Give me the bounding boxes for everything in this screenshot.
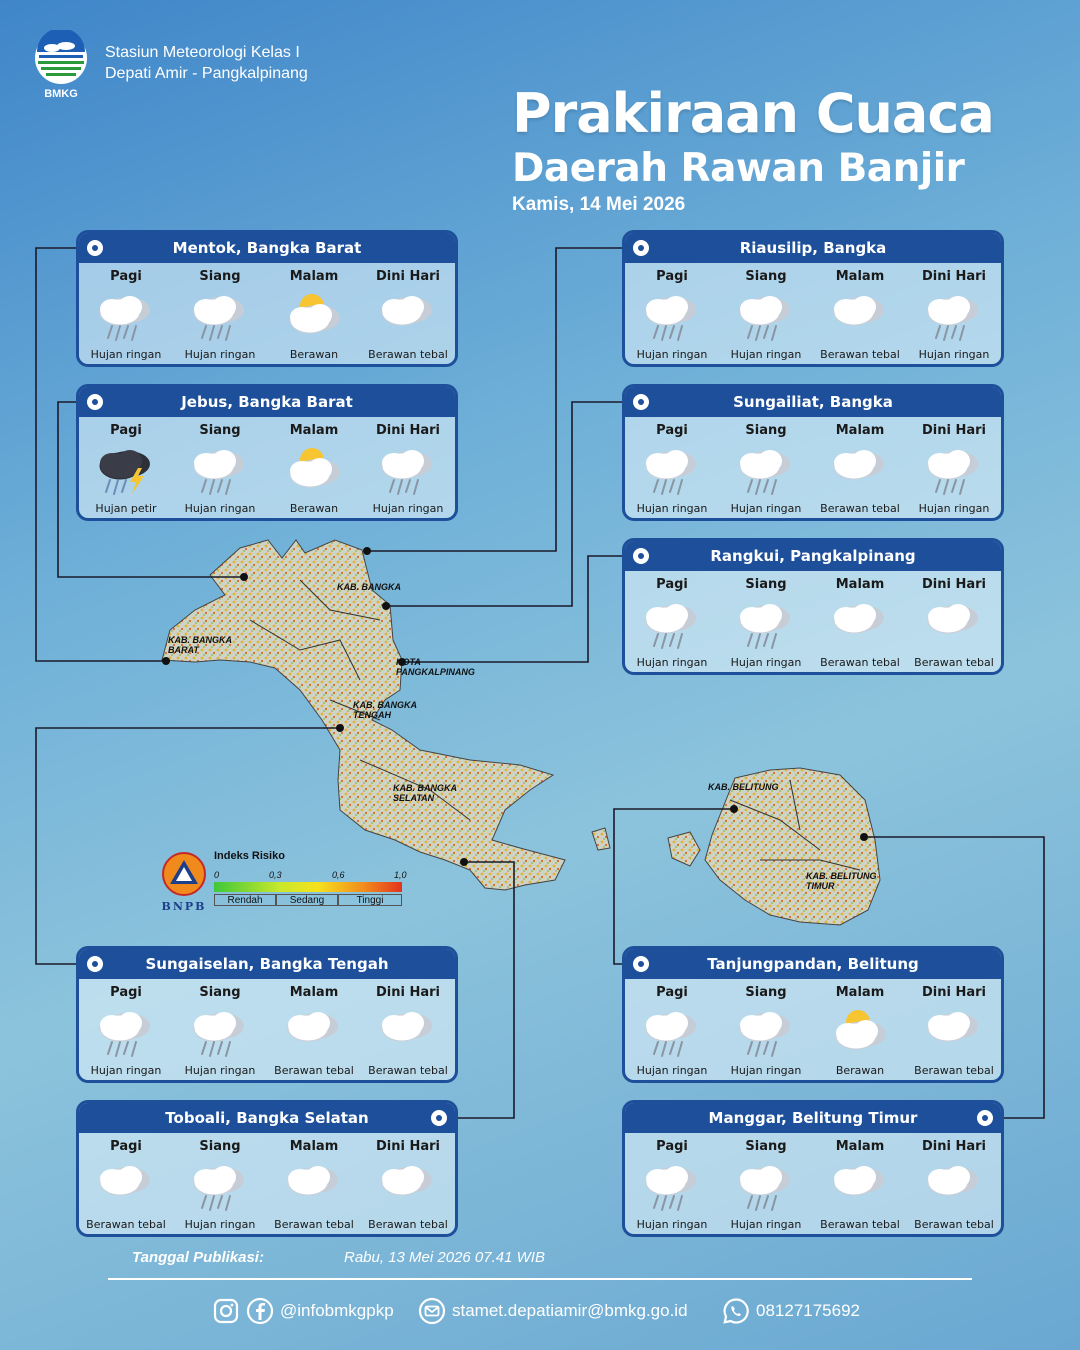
cloud-icon	[90, 1154, 162, 1218]
footer-email[interactable]	[418, 1296, 688, 1326]
rain-cloud-icon	[730, 1154, 802, 1218]
period-label: Dini Hari	[921, 985, 986, 1000]
forecast-card	[622, 230, 1004, 367]
forecast-period	[813, 979, 907, 1080]
weather-description: Hujan ringan	[730, 348, 802, 361]
period-label: Siang	[199, 269, 241, 284]
forecast-card	[622, 946, 1004, 1083]
forecast-period	[907, 1133, 1001, 1234]
cloud-icon	[824, 438, 896, 502]
social-handle: @infobmkgpkp	[280, 1301, 394, 1320]
forecast-period	[79, 979, 173, 1080]
legend-cat-medium: Sedang	[276, 894, 338, 906]
forecast-period	[907, 979, 1001, 1080]
weather-description: Berawan tebal	[86, 1218, 166, 1231]
forecast-period	[361, 263, 455, 364]
period-label: Dini Hari	[921, 423, 986, 438]
forecast-period	[173, 417, 267, 518]
weather-description: Berawan tebal	[820, 656, 900, 669]
forecast-period	[173, 979, 267, 1080]
weather-description: Hujan ringan	[184, 1218, 256, 1231]
cloud-icon	[372, 1000, 444, 1064]
rain-cloud-icon	[730, 592, 802, 656]
forecast-period	[361, 417, 455, 518]
forecast-period	[267, 263, 361, 364]
period-label: Pagi	[110, 269, 142, 284]
rain-cloud-icon	[184, 284, 256, 348]
legend-tick-2: 0,6	[332, 870, 345, 880]
rain-cloud-icon	[636, 592, 708, 656]
footer-social[interactable]	[212, 1296, 394, 1326]
period-label: Dini Hari	[375, 269, 440, 284]
weather-description: Berawan tebal	[368, 348, 448, 361]
weather-description: Berawan tebal	[820, 1218, 900, 1231]
card-header	[625, 949, 1001, 979]
weather-description: Berawan	[289, 502, 339, 515]
whatsapp-icon	[722, 1297, 750, 1325]
location-marker-icon	[431, 1110, 447, 1126]
forecast-period	[625, 417, 719, 518]
legend-cat-low: Rendah	[214, 894, 276, 906]
rain-cloud-icon	[730, 438, 802, 502]
forecast-card	[622, 384, 1004, 521]
bnpb-logo	[158, 850, 210, 912]
period-label: Malam	[289, 269, 339, 284]
weather-description: Berawan tebal	[274, 1064, 354, 1077]
period-label: Pagi	[656, 423, 688, 438]
weather-description: Hujan ringan	[730, 1064, 802, 1077]
location-name: Riausilip, Bangka	[739, 239, 887, 257]
period-label: Malam	[835, 1139, 885, 1154]
weather-description: Hujan ringan	[636, 1064, 708, 1077]
email-address: stamet.depatiamir@bmkg.go.id	[452, 1301, 688, 1320]
forecast-period	[361, 1133, 455, 1234]
period-label: Siang	[745, 985, 787, 1000]
forecast-period	[813, 417, 907, 518]
legend-title: Indeks Risiko	[214, 850, 285, 862]
location-marker-icon	[87, 394, 103, 410]
period-label: Siang	[745, 269, 787, 284]
weather-description: Hujan ringan	[918, 348, 990, 361]
location-name: Jebus, Bangka Barat	[181, 393, 353, 411]
period-label: Dini Hari	[375, 985, 440, 1000]
forecast-period	[719, 263, 813, 364]
forecast-period	[907, 417, 1001, 518]
rain-cloud-icon	[918, 438, 990, 502]
svg-text:BMKG: BMKG	[44, 88, 78, 100]
cloud-icon	[372, 1154, 444, 1218]
location-name: Toboali, Bangka Selatan	[165, 1109, 369, 1127]
period-label: Siang	[745, 577, 787, 592]
weather-description: Hujan ringan	[184, 502, 256, 515]
forecast-periods	[625, 1133, 1001, 1234]
cloud-icon	[824, 1154, 896, 1218]
forecast-periods	[79, 979, 455, 1080]
forecast-period	[79, 417, 173, 518]
forecast-period	[267, 1133, 361, 1234]
forecast-card	[622, 1100, 1004, 1237]
card-header	[625, 387, 1001, 417]
risk-legend	[158, 846, 418, 916]
phone-number: 08127175692	[756, 1301, 861, 1320]
location-marker-icon	[633, 240, 649, 256]
rain-cloud-icon	[90, 284, 162, 348]
location-name: Tanjungpandan, Belitung	[707, 955, 919, 973]
svg-text:BNPB: BNPB	[161, 900, 207, 912]
page-title: Prakiraan Cuaca	[512, 82, 994, 145]
map-label-bangka-barat: KAB. BANGKA BARAT	[168, 635, 232, 655]
rain-cloud-icon	[730, 1000, 802, 1064]
legend-tick-0: 0	[214, 870, 220, 880]
forecast-period	[173, 1133, 267, 1234]
rain-cloud-icon	[918, 284, 990, 348]
partly-cloudy-icon	[278, 438, 350, 502]
period-label: Pagi	[110, 423, 142, 438]
footer-divider	[108, 1278, 972, 1280]
weather-description: Berawan tebal	[274, 1218, 354, 1231]
period-label: Pagi	[110, 985, 142, 1000]
location-marker-icon	[633, 394, 649, 410]
weather-description: Berawan	[289, 348, 339, 361]
legend-tick-1: 0,3	[269, 870, 282, 880]
period-label: Dini Hari	[921, 269, 986, 284]
map-label-belitung: KAB. BELITUNG	[708, 782, 779, 792]
cloud-icon	[824, 592, 896, 656]
location-name: Rangkui, Pangkalpinang	[710, 547, 916, 565]
publication-date: Rabu, 13 Mei 2026 07.41 WIB	[344, 1249, 545, 1266]
period-label: Siang	[199, 423, 241, 438]
weather-description: Hujan ringan	[636, 502, 708, 515]
period-label: Malam	[835, 269, 885, 284]
weather-description: Hujan ringan	[90, 1064, 162, 1077]
weather-description: Berawan tebal	[368, 1064, 448, 1077]
forecast-period	[267, 979, 361, 1080]
email-icon	[418, 1297, 446, 1325]
card-header	[79, 1103, 455, 1133]
weather-description: Berawan tebal	[914, 1218, 994, 1231]
cloud-icon	[918, 1000, 990, 1064]
legend-color-bar	[214, 882, 402, 892]
forecast-period	[907, 263, 1001, 364]
period-label: Siang	[745, 423, 787, 438]
period-label: Pagi	[656, 985, 688, 1000]
map-label-bangka-selatan: KAB. BANGKA SELATAN	[393, 783, 457, 803]
forecast-period	[719, 571, 813, 672]
rain-cloud-icon	[636, 1154, 708, 1218]
forecast-periods	[79, 417, 455, 518]
forecast-period	[361, 979, 455, 1080]
rain-cloud-icon	[730, 284, 802, 348]
page-subtitle: Daerah Rawan Banjir	[512, 146, 965, 191]
station-line-1: Stasiun Meteorologi Kelas I	[105, 44, 300, 61]
forecast-card	[76, 384, 458, 521]
partly-cloudy-icon	[824, 1000, 896, 1064]
forecast-period	[813, 1133, 907, 1234]
location-marker-icon	[87, 956, 103, 972]
card-header	[79, 387, 455, 417]
weather-description: Hujan ringan	[730, 656, 802, 669]
location-marker-icon	[977, 1110, 993, 1126]
forecast-period	[625, 1133, 719, 1234]
forecast-period	[625, 263, 719, 364]
period-label: Siang	[199, 1139, 241, 1154]
period-label: Siang	[745, 1139, 787, 1154]
map-label-belitung-timur: KAB. BELITUNG TIMUR	[806, 871, 877, 891]
weather-description: Berawan tebal	[914, 1064, 994, 1077]
rain-cloud-icon	[636, 438, 708, 502]
location-marker-icon	[633, 548, 649, 564]
period-label: Malam	[289, 1139, 339, 1154]
forecast-card	[76, 1100, 458, 1237]
weather-description: Berawan tebal	[820, 502, 900, 515]
location-name: Mentok, Bangka Barat	[172, 239, 362, 257]
weather-description: Hujan ringan	[636, 656, 708, 669]
forecast-card	[76, 230, 458, 367]
forecast-period	[79, 263, 173, 364]
cloud-icon	[824, 284, 896, 348]
forecast-period	[719, 1133, 813, 1234]
card-header	[625, 541, 1001, 571]
legend-cat-high: Tinggi	[338, 894, 402, 906]
location-name: Sungaiselan, Bangka Tengah	[145, 955, 389, 973]
weather-description: Hujan ringan	[372, 502, 444, 515]
period-label: Pagi	[656, 269, 688, 284]
map-label-pangkalpinang: KOTA PANGKALPINANG	[396, 657, 475, 677]
legend-tick-3: 1,0	[394, 870, 407, 880]
forecast-period	[813, 263, 907, 364]
location-marker-icon	[633, 956, 649, 972]
rain-cloud-icon	[184, 1154, 256, 1218]
rain-cloud-icon	[636, 284, 708, 348]
forecast-periods	[79, 1133, 455, 1234]
card-header	[625, 1103, 1001, 1133]
forecast-period	[267, 417, 361, 518]
forecast-card	[76, 946, 458, 1083]
facebook-icon	[246, 1297, 274, 1325]
period-label: Pagi	[110, 1139, 142, 1154]
card-header	[79, 233, 455, 263]
location-marker-icon	[87, 240, 103, 256]
forecast-period	[719, 979, 813, 1080]
thunderstorm-icon	[90, 438, 162, 502]
period-label: Dini Hari	[375, 423, 440, 438]
forecast-period	[79, 1133, 173, 1234]
forecast-date: Kamis, 14 Mei 2026	[512, 194, 686, 215]
cloud-icon	[278, 1154, 350, 1218]
forecast-periods	[625, 571, 1001, 672]
weather-description: Hujan petir	[95, 502, 157, 515]
period-label: Dini Hari	[921, 1139, 986, 1154]
period-label: Pagi	[656, 1139, 688, 1154]
forecast-period	[173, 263, 267, 364]
location-name: Sungailiat, Bangka	[733, 393, 893, 411]
forecast-periods	[625, 263, 1001, 364]
cloud-icon	[278, 1000, 350, 1064]
card-header	[79, 949, 455, 979]
weather-description: Hujan ringan	[636, 348, 708, 361]
weather-description: Berawan tebal	[368, 1218, 448, 1231]
forecast-period	[719, 417, 813, 518]
forecast-periods	[625, 979, 1001, 1080]
partly-cloudy-icon	[278, 284, 350, 348]
weather-description: Hujan ringan	[730, 502, 802, 515]
forecast-period	[907, 571, 1001, 672]
period-label: Dini Hari	[921, 577, 986, 592]
cloud-icon	[918, 592, 990, 656]
period-label: Pagi	[656, 577, 688, 592]
period-label: Dini Hari	[375, 1139, 440, 1154]
map-label-bangka-tengah: KAB. BANGKA TENGAH	[353, 700, 417, 720]
forecast-period	[813, 571, 907, 672]
instagram-icon	[212, 1297, 240, 1325]
weather-description: Berawan tebal	[820, 348, 900, 361]
station-line-2: Depati Amir - Pangkalpinang	[105, 65, 308, 82]
rain-cloud-icon	[636, 1000, 708, 1064]
forecast-periods	[79, 263, 455, 364]
period-label: Malam	[835, 423, 885, 438]
weather-description: Hujan ringan	[184, 1064, 256, 1077]
weather-description: Berawan	[835, 1064, 885, 1077]
period-label: Malam	[835, 985, 885, 1000]
card-header	[625, 233, 1001, 263]
period-label: Malam	[835, 577, 885, 592]
map-label-bangka: KAB. BANGKA	[337, 582, 401, 592]
rain-cloud-icon	[184, 1000, 256, 1064]
publication-label: Tanggal Publikasi:	[132, 1249, 264, 1266]
weather-description: Hujan ringan	[636, 1218, 708, 1231]
weather-description: Berawan tebal	[914, 656, 994, 669]
period-label: Malam	[289, 423, 339, 438]
location-name: Manggar, Belitung Timur	[708, 1109, 918, 1127]
weather-description: Hujan ringan	[90, 348, 162, 361]
period-label: Siang	[199, 985, 241, 1000]
forecast-period	[625, 979, 719, 1080]
rain-cloud-icon	[184, 438, 256, 502]
cloud-icon	[372, 284, 444, 348]
rain-cloud-icon	[372, 438, 444, 502]
weather-description: Hujan ringan	[184, 348, 256, 361]
forecast-card	[622, 538, 1004, 675]
weather-description: Hujan ringan	[730, 1218, 802, 1231]
forecast-period	[625, 571, 719, 672]
cloud-icon	[918, 1154, 990, 1218]
footer-phone[interactable]	[722, 1296, 860, 1326]
period-label: Malam	[289, 985, 339, 1000]
forecast-periods	[625, 417, 1001, 518]
rain-cloud-icon	[90, 1000, 162, 1064]
weather-description: Hujan ringan	[918, 502, 990, 515]
